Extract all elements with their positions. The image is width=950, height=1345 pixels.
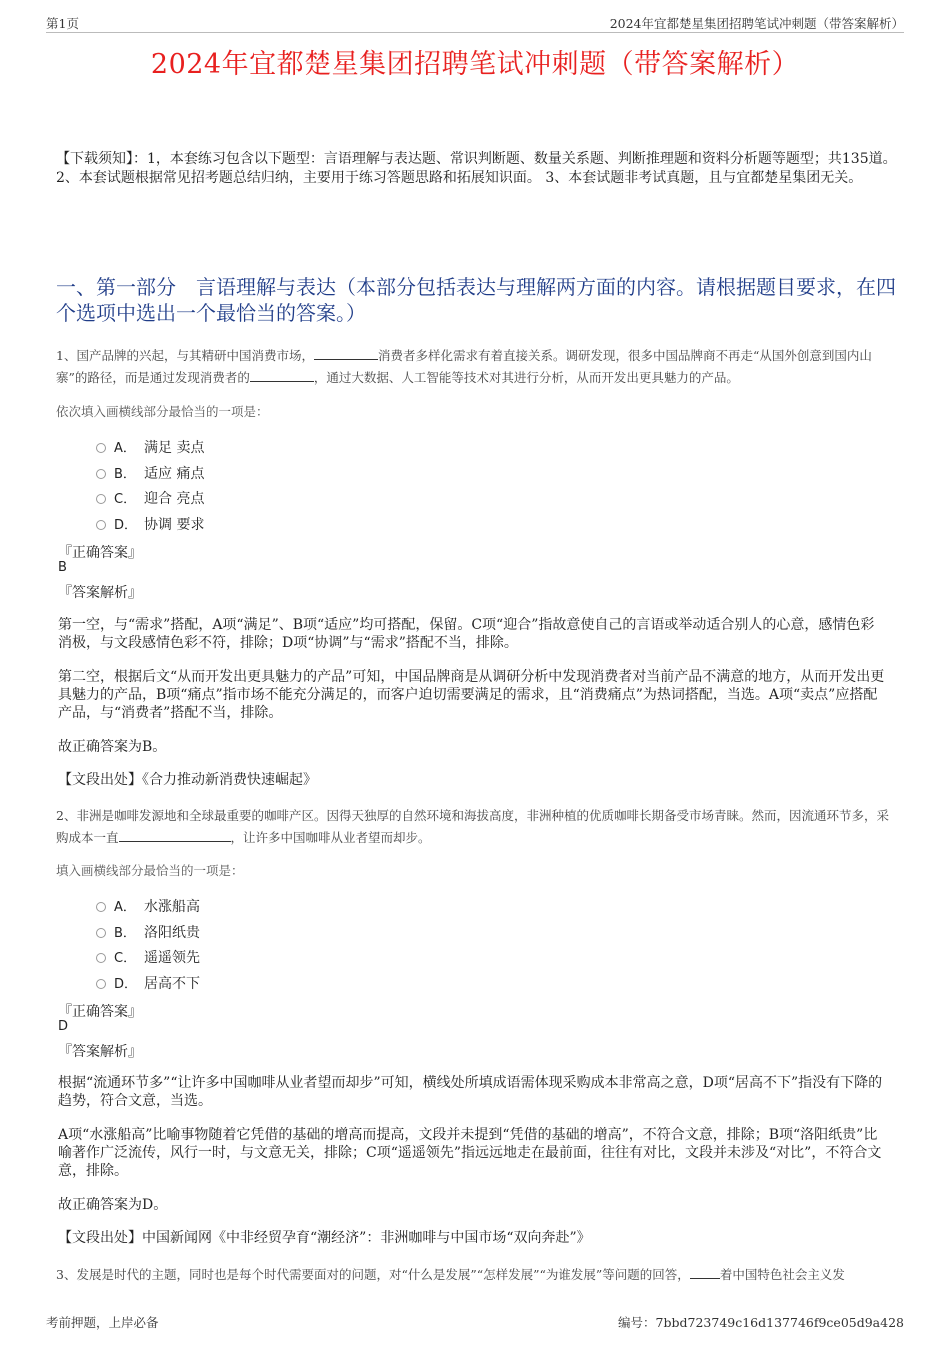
document-title: 2024年宜都楚星集团招聘笔试冲刺题（带答案解析） [150, 49, 800, 80]
radio-icon[interactable] [96, 979, 106, 989]
page-header [46, 12, 904, 33]
fill-blank [690, 1264, 720, 1279]
page-number: 第1页 [46, 16, 79, 31]
download-notice: 【下载须知】：1，本套练习包含以下题型：言语理解与表达题、常识判断题、数量关系题、判断推理题和资料分析题等题型；共135道。 2、本套试题根据常见招考题总结归纳，主要用于练习答题思路和拓展知识面。 3、本套试题非考试真题，且与宜都楚星集团无关。 [56, 151, 897, 186]
radio-icon[interactable] [96, 443, 106, 453]
correct-answer-value: D [58, 1019, 69, 1034]
analysis-conclusion: 故正确答案为D。 [58, 1197, 168, 1213]
q1-option-a[interactable]: A． 满足 卖点 [96, 437, 204, 457]
analysis-paragraph: A项“水涨船高”比喻事物随着它凭借的基础的增高而提高，文段并未提到“凭借的基础的增高”，不符合文意，排除；B项“洛阳纸贵”比喻著作广泛流传，风行一时，与文意无关，排除；C项“遥遥领先”指远远地走在最前面，往往有对比，文段并未涉及“对比”，不符合文意，排除。 [58, 1127, 882, 1179]
analysis-paragraph: 第一空，与“需求”搭配，A项“满足”、B项“适应”均可搭配，保留。C项“迎合”指故意使自己的言语或举动适合别人的心意，感情色彩消极，与文段感情色彩不符，排除；D项“协调”与“需求”搭配不当，排除。 [58, 617, 875, 651]
q2-option-d[interactable]: D． 居高不下 [96, 973, 200, 993]
radio-icon[interactable] [96, 902, 106, 912]
fill-blank [314, 345, 378, 360]
q1-option-d[interactable]: D． 协调 要求 [96, 514, 204, 534]
q2-option-a[interactable]: A． 水涨船高 [96, 896, 200, 916]
question-3-text: 3、发展是时代的主题，同时也是每个时代需要面对的问题，对“什么是发展”“怎样发展”“为谁发展”等问题的回答， 着中国特色社会主义发 [56, 1264, 898, 1286]
correct-answer-label: 『正确答案』 [58, 545, 142, 561]
section-heading: 一、第一部分 言语理解与表达（本部分包括表达与理解两方面的内容。请根据题目要求，在四个选项中选出一个最恰当的答案。） [56, 275, 896, 325]
fill-blank [250, 367, 314, 382]
q1-option-c[interactable]: C． 迎合 亮点 [96, 488, 204, 508]
source-citation: 【文段出处】中国新闻网《中非经贸孕育“潮经济”：非洲咖啡与中国市场“双向奔赴”》 [58, 1230, 591, 1246]
radio-icon[interactable] [96, 469, 106, 479]
question-2-text: 2、非洲是咖啡发源地和全球最重要的咖啡产区。因得天独厚的自然环境和海拔高度，非洲种植的优质咖啡长期备受市场青睐。然而，因流通环节多，采购成本一直 ，让许多中国咖啡从业者望而却步。 [56, 808, 889, 845]
radio-icon[interactable] [96, 520, 106, 530]
analysis-label: 『答案解析』 [58, 585, 142, 601]
q1-option-b[interactable]: B． 适应 痛点 [96, 463, 204, 483]
analysis-label: 『答案解析』 [58, 1044, 142, 1060]
analysis-paragraph: 根据“流通环节多”“让许多中国咖啡从业者望而却步”可知，横线处所填成语需体现采购成本非常高之意，D项“居高不下”指没有下降的趋势，符合文意，当选。 [58, 1075, 883, 1109]
correct-answer-value: B [58, 560, 67, 575]
radio-icon[interactable] [96, 494, 106, 504]
analysis-paragraph: 第二空，根据后文“从而开发出更具魅力的产品”可知，中国品牌商是从调研分析中发现消费者对当前产品不满意的地方，从而开发出更具魅力的产品，B项“痛点”指市场不能充分满足的，而客户迫切需要满足的需求，且“消费痛点”为热词搭配，当选。A项“卖点”应搭配产品，与“消费者”搭配不当，排除。 [58, 669, 885, 721]
q2-option-c[interactable]: C． 遥遥领先 [96, 947, 200, 967]
question-2-prompt: 填入画横线部分最恰当的一项是： [56, 863, 244, 878]
question-1-text: 1、国产品牌的兴起，与其精研中国消费市场， 消费者多样化需求有着直接关系。调研发现，很多中国品牌商不再走“从国外创意到国内山寨”的路径，而是通过发现消费者的 ，通过大数据、人工智能等技术对其进行分析，从而开发出更具魅力的产品。 [56, 345, 898, 389]
radio-icon[interactable] [96, 928, 106, 938]
q2-option-b[interactable]: B． 洛阳纸贵 [96, 922, 200, 942]
question-1-prompt: 依次填入画横线部分最恰当的一项是： [56, 404, 269, 419]
footer-slogan: 考前押题，上岸必备 [46, 1315, 159, 1330]
footer-doc-id: 编号：7bbd723749c16d137746f9ce05d9a428 [618, 1315, 904, 1330]
header-doc-title: 2024年宜都楚星集团招聘笔试冲刺题（带答案解析） [609, 16, 904, 31]
fill-blank [119, 827, 231, 842]
correct-answer-label: 『正确答案』 [58, 1004, 142, 1020]
radio-icon[interactable] [96, 953, 106, 963]
analysis-conclusion: 故正确答案为B。 [58, 739, 167, 755]
source-citation: 【文段出处】《合力推动新消费快速崛起》 [58, 772, 317, 788]
